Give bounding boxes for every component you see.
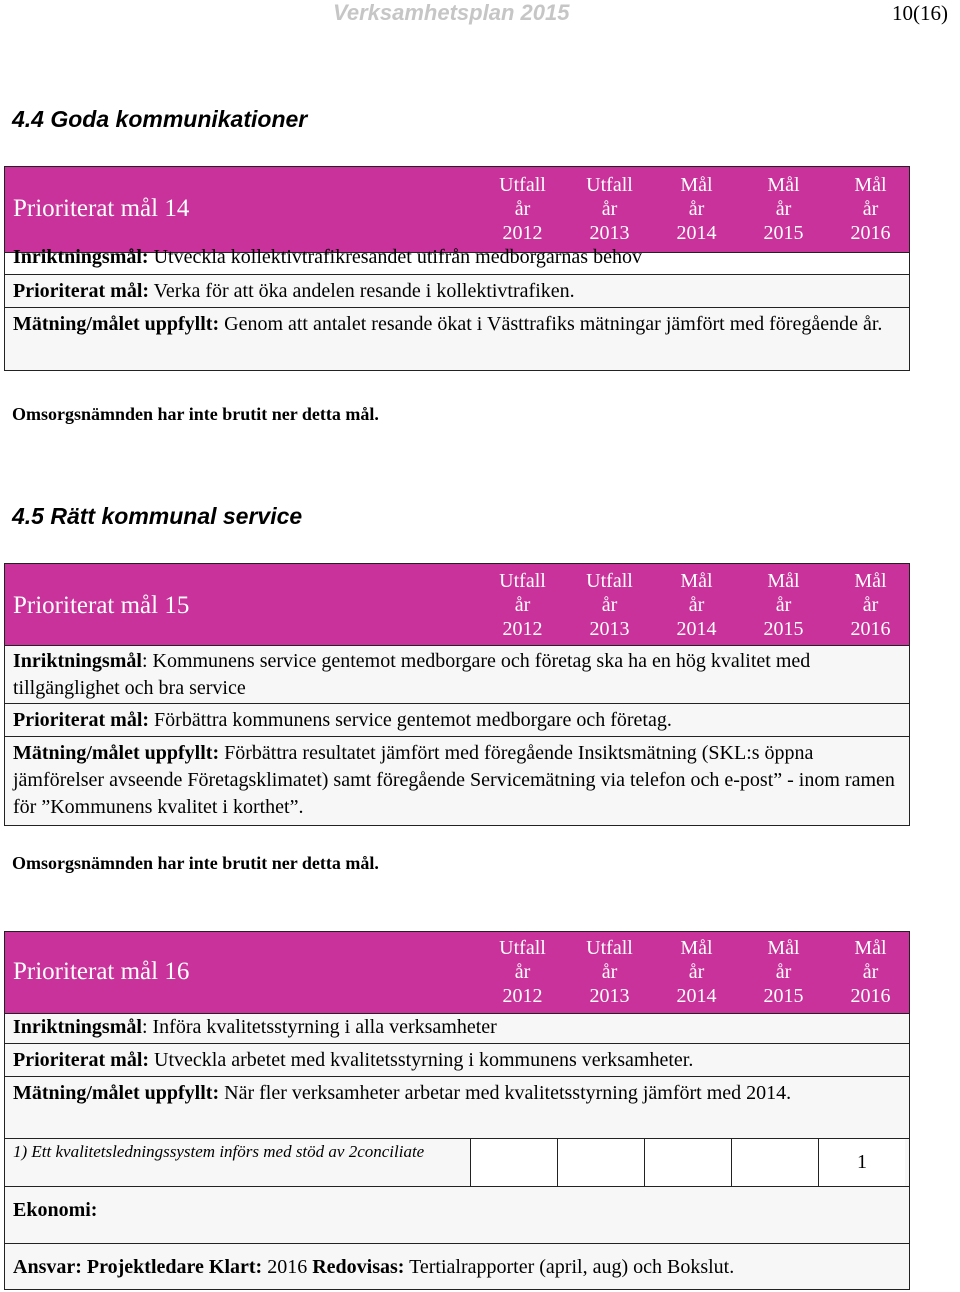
col-mal-2015: Mål år 2015 bbox=[763, 174, 804, 244]
prioriterat-mal-row: Prioriterat mål: Utveckla arbetet med kvalitetsstyrning i kommunens verksamheter. bbox=[5, 1044, 909, 1077]
goal-table-15 bbox=[4, 563, 910, 826]
page-number: 10(16) bbox=[892, 1, 948, 25]
goal-name: Prioriterat mål 16 bbox=[13, 958, 190, 985]
goal-table-header bbox=[5, 167, 909, 253]
col-utfall-2013: Utfall år 2013 bbox=[586, 937, 633, 1007]
activity-cell-2013 bbox=[557, 1139, 644, 1186]
ansvar-row: Ansvar: Projektledare Klart: 2016 Redovisas: Tertialrapporter (april, aug) och Bokslut. bbox=[5, 1244, 909, 1289]
col-mal-2016: Mål år 2016 bbox=[850, 937, 891, 1007]
section-heading-4-4: 4.4 Goda kommunikationer bbox=[12, 106, 308, 132]
goal-table-16 bbox=[4, 931, 910, 1290]
col-utfall-2013: Utfall år 2013 bbox=[586, 174, 633, 244]
year-columns bbox=[479, 173, 914, 245]
goal-table-14 bbox=[4, 166, 910, 371]
document-header-title: Verksamhetsplan 2015 bbox=[333, 0, 570, 25]
col-utfall-2012: Utfall år 2012 bbox=[499, 570, 546, 640]
year-columns bbox=[479, 569, 914, 641]
col-mal-2015: Mål år 2015 bbox=[763, 570, 804, 640]
col-utfall-2012: Utfall år 2012 bbox=[499, 174, 546, 244]
prioriterat-mal-row: Prioriterat mål: Verka för att öka andelen resande i kollektivtrafiken. bbox=[5, 275, 909, 308]
ekonomi-row: Ekonomi: bbox=[5, 1187, 909, 1244]
goal-name: Prioriterat mål 14 bbox=[13, 195, 190, 222]
col-mal-2016: Mål år 2016 bbox=[850, 174, 891, 244]
activity-row bbox=[5, 1139, 909, 1187]
section-heading-4-5: 4.5 Rätt kommunal service bbox=[12, 503, 303, 529]
goal-table-header bbox=[5, 932, 909, 1014]
omsorg-note-2: Omsorgsnämnden har inte brutit ner detta mål. bbox=[12, 853, 379, 873]
activity-cell-2016: 1 bbox=[818, 1139, 905, 1186]
inriktningsmal-row: Inriktningsmål: Utveckla kollektivtrafikresandet utifrån medborgarnas behov bbox=[5, 244, 909, 275]
activity-cell-2014 bbox=[644, 1139, 731, 1186]
omsorg-note-1: Omsorgsnämnden har inte brutit ner detta mål. bbox=[12, 404, 379, 424]
inriktningsmal-row: Inriktningsmål: Införa kvalitetsstyrning i alla verksamheter bbox=[5, 1014, 909, 1044]
matning-row: Mätning/målet uppfyllt: När fler verksamheter arbetar med kvalitetsstyrning jämfört med 2014. bbox=[5, 1077, 909, 1139]
activity-cell-2015 bbox=[731, 1139, 818, 1186]
activity-cell-2012 bbox=[470, 1139, 557, 1186]
col-mal-2014: Mål år 2014 bbox=[676, 937, 717, 1007]
col-mal-2014: Mål år 2014 bbox=[676, 174, 717, 244]
activity-label: 1) Ett kvalitetsledningssystem införs med stöd av 2conciliate bbox=[13, 1142, 425, 1161]
col-mal-2015: Mål år 2015 bbox=[763, 937, 804, 1007]
col-mal-2016: Mål år 2016 bbox=[850, 570, 891, 640]
goal-table-header bbox=[5, 564, 909, 646]
inriktningsmal-row: Inriktningsmål: Kommunens service gentemot medborgare och företag ska ha en hög kvalitet med tillgänglighet och bra service bbox=[5, 646, 909, 704]
matning-row: Mätning/målet uppfyllt: Förbättra resultatet jämfört med föregående Insiktsmätning (SKL:s öppna jämförelser avseende Företagsklimatet) samt föregående Servicemätning via telefon och e-post” - inom ramen för ”Kommunens kvalitet i korthet”. bbox=[5, 737, 909, 825]
matning-row: Mätning/målet uppfyllt: Genom att antalet resande ökat i Västtrafiks mätningar jämfört med föregående år. bbox=[5, 308, 909, 370]
col-utfall-2012: Utfall år 2012 bbox=[499, 937, 546, 1007]
col-utfall-2013: Utfall år 2013 bbox=[586, 570, 633, 640]
goal-name: Prioriterat mål 15 bbox=[13, 592, 190, 619]
prioriterat-mal-row: Prioriterat mål: Förbättra kommunens service gentemot medborgare och företag. bbox=[5, 704, 909, 737]
year-columns bbox=[479, 936, 914, 1008]
col-mal-2014: Mål år 2014 bbox=[676, 570, 717, 640]
